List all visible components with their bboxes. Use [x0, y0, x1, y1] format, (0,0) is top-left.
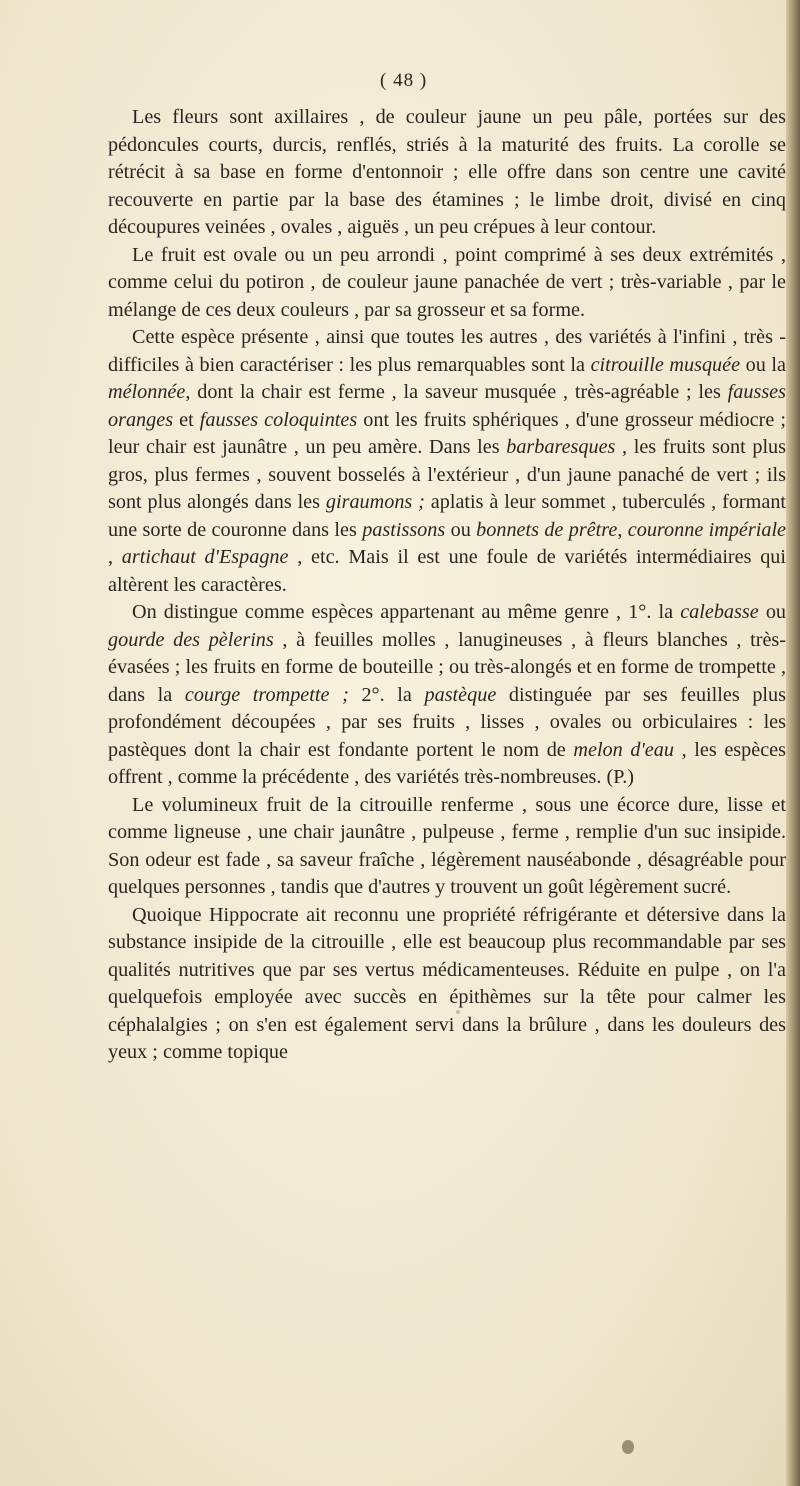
italic-term: citrouille musquée — [590, 353, 741, 376]
body-text — [108, 104, 786, 1067]
text-run: Les fleurs sont axillaires , de couleur jaune un peu pâle, portées sur des pédoncules courts, durcis, renflés, striés à la maturité des fruits. La corolle se rétrécit à sa base en forme d'entonnoir ; elle offre dans son centre une cavité recouverte en partie par la base des étamines ; le limbe droit, divisé en cinq découpures veinées , ovales , aiguës , un peu crépues à leur contour. — [108, 106, 786, 238]
text-run: On distingue comme espèces appartenant au même genre , 1°. la — [132, 601, 681, 623]
page-number: ( 48 ) — [380, 70, 428, 91]
paragraph — [108, 242, 786, 325]
text-run: ou la — [740, 353, 786, 376]
italic-term: melon d'eau — [573, 738, 674, 761]
text-run: , — [617, 518, 628, 541]
ink-spot — [456, 1010, 460, 1014]
italic-term: bonnets de prêtre — [476, 518, 618, 541]
italic-term: calebasse — [680, 601, 759, 623]
paragraph — [108, 902, 786, 1067]
text-run: , à feuilles molles , lanugineuses , à fleurs blanches , très-évasées ; les fruits en forme de bouteille ; ou très-alongés et en forme de trompette , dans la — [108, 628, 786, 706]
italic-term: barbaresques — [506, 436, 616, 458]
text-run: ont les fruits sphériques , d'une grosseur médiocre ; leur chair est jaunâtre , un peu amère. Dans les — [108, 408, 786, 458]
text-run: , les espèces offrent , comme la précédente , des variétés très-nombreuses. (P.) — [108, 738, 786, 788]
text-run: 2°. la — [348, 683, 425, 706]
italic-term: artichaut d'Espagne — [121, 546, 289, 568]
page-edge — [786, 0, 800, 1486]
text-run: distinguée par ses feuilles plus profondément découpées , par ses fruits , lisses , ovales ou orbiculaires : les pastèques dont la chair est fondante portent le nom de — [108, 683, 786, 761]
ink-spot — [622, 1440, 634, 1454]
text-run: Quoique Hippocrate ait reconnu une propriété réfrigérante et détersive dans la substance insipide de la citrouille , elle est beaucoup plus recommandable par ses qualités nutritives que par ses vertus médicamenteuses. Réduite en pulpe , on l'a quelquefois employée avec succès en épithèmes sur la tête pour calmer les céphalalgies ; on s'en est également servi dans la brûlure , dans les douleurs des yeux ; comme topique — [108, 903, 786, 1063]
text-run: , etc. Mais il est une foule de variétés intermédiaires qui altèrent les caractères. — [108, 546, 787, 596]
italic-term: fausses coloquintes — [199, 408, 358, 431]
text-run: , — [108, 546, 122, 568]
italic-term: pastissons — [362, 518, 446, 541]
text-run: Le volumineux fruit de la citrouille renferme , sous une écorce dure, lisse et comme ligneuse , une chair jaunâtre , pulpeuse , ferme , remplie d'un suc insipide. Son odeur est fade , sa saveur fraîche , légèrement nauséabonde , désagréable pour quelques personnes , tandis que d'autres y trouvent un goût légèrement sucré. — [108, 793, 786, 898]
paragraph — [108, 792, 786, 902]
italic-term: courge trompette ; — [184, 683, 349, 706]
italic-term: pastèque — [424, 683, 497, 706]
paragraph — [108, 104, 786, 242]
italic-term: gourde des pèlerins — [108, 628, 274, 651]
text-run: et — [173, 408, 200, 431]
italic-term: fausses oranges — [108, 381, 786, 431]
paragraph — [108, 599, 786, 792]
text-run: , dont la chair est ferme , la saveur musquée , très-agréable ; les — [185, 381, 728, 403]
text-run: , les fruits sont plus gros, plus fermes , souvent bosselés à l'extérieur , d'un jaune panaché de vert ; ils sont plus alongés dans les — [108, 436, 787, 513]
italic-term: giraumons ; — [325, 491, 425, 513]
text-run: Le fruit est ovale ou un peu arrondi , point comprimé à ses deux extrémités , comme celui du potiron , de couleur jaune panachée de vert ; très-variable , par le mélange de ces deux couleurs , par sa grosseur et sa forme. — [108, 243, 786, 321]
text-run: ou — [758, 601, 787, 623]
text-run: Cette espèce présente , ainsi que toutes les autres , des variétés à l'infini , très - difficiles à bien caractériser : les plus remarquables sont la — [108, 326, 786, 376]
paragraph — [108, 324, 786, 599]
text-run: aplatis à leur sommet , tuberculés , formant une sorte de couronne dans les — [108, 491, 787, 541]
italic-term: couronne impériale — [627, 518, 787, 541]
italic-term: mélonnée — [108, 381, 186, 403]
text-run: ou — [445, 518, 477, 541]
